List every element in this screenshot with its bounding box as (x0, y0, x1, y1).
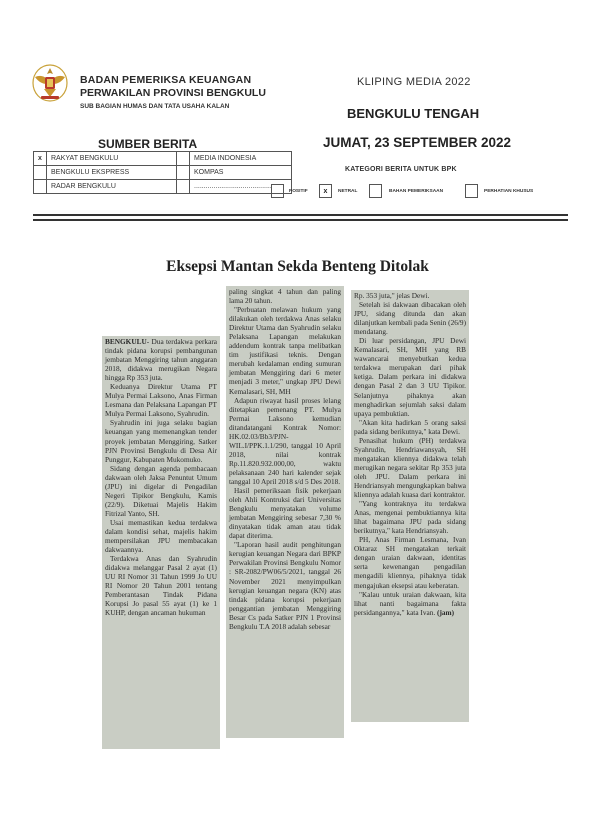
article-paragraph: Usai memastikan kedua terdakwa dalam kondisi sehat, majelis hakim mempersilakan JPU membacakan dakwaannya. (105, 517, 217, 555)
article-paragraph: Rp. 353 juta," jelas Dewi. (354, 291, 430, 300)
article-paragraph: "Yang kontraknya itu terdakwa Anas, mengenai pembuktiannya kita lihat bagaimana JPU pada sidang berikutnya," kata Hendriansyah. (354, 499, 466, 536)
region-title: BENGKULU TENGAH (347, 106, 480, 121)
category-positif-label: POSITIF (289, 189, 308, 194)
author-initials: (jam) (437, 607, 455, 617)
category-positif-checkbox[interactable] (271, 184, 284, 198)
source-row (34, 166, 292, 180)
source-name: KOMPAS (190, 166, 292, 180)
article-paragraph: BENGKULU- Dua terdakwa perkara tindak pidana korupsi pembangunan jembatan Menggiring tahun anggaran 2018, didakwa merugikan Negara hingga Rp 353 juta. (105, 337, 217, 383)
source-checkbox[interactable]: x (34, 152, 47, 166)
article-paragraph: Setelah isi dakwaan dibacakan oleh JPU, sidang ditunda dan akan dilanjutkan kembali pada Senin (26/9) mendatang. (354, 300, 466, 337)
source-name: ........................................ (190, 180, 292, 194)
source-name: BENGKULU EKSPRESS (47, 166, 177, 180)
article-paragraph: "Laporan hasil audit penghitungan kerugian keuangan Negara dari BPKP Perwakilan Provinsi Bengkulu Nomor : SR-2082/PW06/5/2021, tanggal 26 November 2021 menyimpulkan kerugian keuangan negara (KN) atas tindak pidana korupsi pekerjaan penggantian jembatan Menggiring Besar Cs pada Satker PJN 1 Provinsi Bengkulu T.A 2018 adalah sebesar (229, 540, 341, 631)
article-paragraph: Terdakwa Anas dan Syahrudin didakwa melanggar Pasal 2 ayat (1) UU RI Nomor 31 Tahun 1999 Jo UU RI Nomor 20 Tahun 2001 tentang Pemberantasan Tindak Pidana Korupsi Jo pasal 55 ayat (1) ke 1 KUHP, dengan ancaman hukuman (105, 554, 217, 618)
category-perhatian-checkbox[interactable] (465, 184, 478, 198)
article-dateline: BENGKULU (105, 337, 147, 346)
article-paragraph: "Akan kita hadirkan 5 orang saksi pada sidang berikutnya," kata Dewi. (354, 417, 466, 436)
org-name: BADAN PEMERIKSA KEUANGAN (80, 74, 252, 86)
organization-block (80, 74, 266, 110)
kategori-title: KATEGORI BERITA UNTUK BPK (345, 166, 457, 173)
article-paragraph: Syahrudin ini juga selaku bagian keuangan yang memenangkan tender proyek jembatan Menggiring, Satker PJN Provinsi Bengkulu di Desa Air Punggur, Kabupaten Mukomuko. (105, 418, 217, 464)
header-divider (33, 219, 568, 221)
article-headline: Eksepsi Mantan Sekda Benteng Ditolak (166, 258, 429, 275)
article-paragraph: Keduanya Direktur Utama PT Mulya Permai Laksono, Anas Firman Lesmana dan Pelaksana Lapangan PT Mulya Permai Laksono, Syahrudin. (105, 382, 217, 419)
source-name: RAKYAT BENGKULU (47, 152, 177, 166)
article-column-1 (102, 336, 220, 749)
org-subdivision: SUB BAGIAN HUMAS DAN TATA USAHA KALAN (80, 103, 230, 110)
source-table (33, 151, 292, 194)
sumber-berita-title: SUMBER BERITA (98, 137, 198, 151)
article-paragraph: Adapun riwayat hasil proses lelang ditetapkan pemenang PT. Mulya Permai Laksono kemudian ditandatangani Kontrak Nomor: HK.02.03/Bb3/PJN-WIL.I/PPK.1.1/290, tanggal 10 April 2018, nilai kontrak Rp.11.820.932.000,00, waktu pelaksanaan 240 hari kalender sejak tanggal 10 April 2018 s/d 5 Des 2018. (229, 395, 341, 486)
source-checkbox[interactable] (177, 166, 190, 180)
bpk-garuda-logo (30, 62, 70, 104)
article-paragraph: Di luar persidangan, JPU Dewi Kemalasari, SH, MH yang RB wawancarai menyebutkan kedua terdakwa merupakan dari pihak ketiga. Dalam perkara ini didakwa dengan Pasal 2 dan 3 UU Tipikor. Selanjutnya pihaknya akan menghadirkan sejumlah saksi dalam upaya pembuktian. (354, 336, 466, 418)
source-row (34, 152, 292, 166)
kliping-title: KLIPING MEDIA 2022 (357, 76, 471, 88)
article-paragraph: Penasihat hukum (PH) terdakwa Syahrudin, Hendriawansyah, SH mengatakan kliennya didakwa telah merugikan negara sekitar Rp 353 juta oleh JPU. Dalam perkara ini Hendriansyah mengungkapkan bahwa kliennya adalah kuasa dari kontraktor. (354, 435, 466, 500)
category-bahan-checkbox[interactable] (369, 184, 382, 198)
category-perhatian-label: PERHATIAN KHUSUS (484, 189, 534, 194)
source-checkbox[interactable] (34, 166, 47, 180)
source-checkbox[interactable] (177, 180, 190, 194)
source-checkbox[interactable] (177, 152, 190, 166)
category-netral-checkbox[interactable]: x (319, 184, 332, 198)
article-paragraph: Sidang dengan agenda pembacaan dakwaan oleh Jaksa Penuntut Umum (JPU) ini digelar di Pengadilan Negeri Tipikor Bengkulu, Kamis (22/9). Diketuai Majelis Hakim Fitrizal Yanto, SH. (105, 463, 217, 518)
article-paragraph: PH, Anas Firman Lesmana, Ivan Oktaraz SH mengatakan terkait dengan uraian dakwaan, identitas serta kewenangan pengadilan mengadili kliennya, pihaknya tidak mengajukan eksepsi atau keberatan. (354, 535, 466, 590)
article-paragraph: paling singkat 4 tahun dan paling lama 20 tahun. (229, 287, 341, 306)
source-name: RADAR BENGKULU (47, 180, 177, 194)
org-branch: PERWAKILAN PROVINSI BENGKULU (80, 87, 266, 99)
article-paragraph: Hasil pemeriksaan fisik pekerjaan oleh Ahli Kontruksi dari Universitas Bengkulu menyatakan volume jembatan Menggiring sebesar 7,30 % dinyatakan tidak aman atau tidak dapat diterima. (229, 486, 341, 541)
header-divider (33, 214, 568, 216)
source-row (34, 180, 292, 194)
category-bahan-label: BAHAN PEMERIKSAAN (389, 189, 444, 194)
article-column-2 (226, 286, 344, 738)
article-paragraph: "Kalau untuk uraian dakwaan, kita lihat nanti bagaimana fakta persidangannya," kata Ivan. (jam) (354, 589, 466, 617)
publication-date: JUMAT, 23 SEPTEMBER 2022 (323, 135, 512, 150)
category-netral-label: NETRAL (338, 189, 358, 194)
source-name: MEDIA INDONESIA (190, 152, 292, 166)
source-checkbox[interactable] (34, 180, 47, 194)
article-paragraph: "Perbuatan melawan hukum yang dilakukan oleh terdakwa Anas selaku Direktur Utama dan Syahrudin selaku Pelaksana Lapangan melakukan addendum kontrak tanpa melibatkan tim justifikasi teknis. Dengan merubah kedalaman ending sumuran jembatan Menggiring dari 6 meter menjadi 3 meter," ungkap JPU Dewi Kemalasari, SH, MH (229, 305, 341, 396)
article-column-3 (351, 290, 469, 722)
